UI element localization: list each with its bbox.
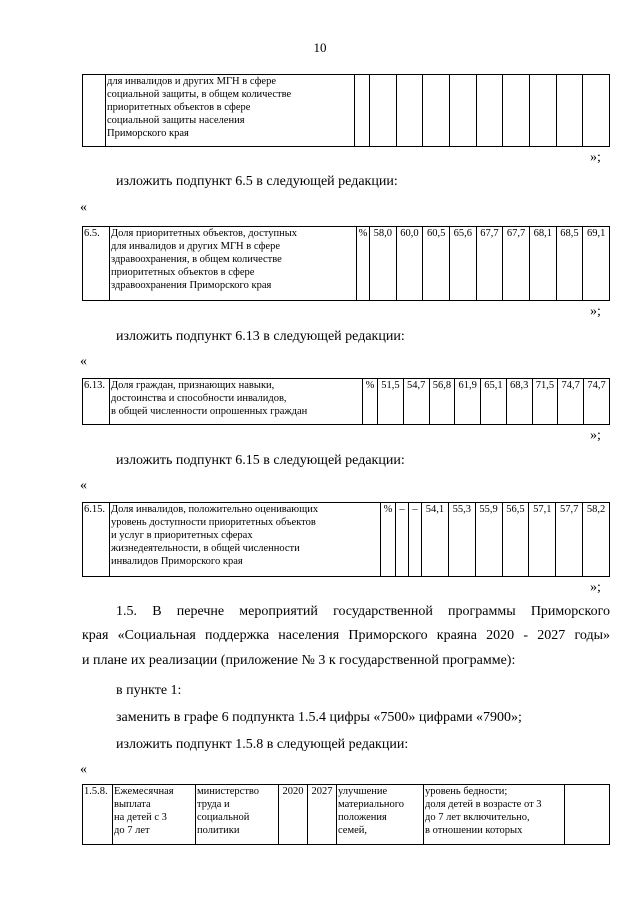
value-cell: 57,7 [556, 503, 583, 577]
year-end: 2027 [308, 785, 337, 845]
value-cell: 54,7 [403, 379, 429, 425]
measure-name: Ежемесячная выплата на детей с 3 до 7 лет [113, 785, 196, 845]
value-cell: – [396, 503, 409, 577]
value-cell: 65,6 [449, 227, 476, 301]
table-1-5-8 [82, 784, 610, 845]
close-quote: »; [590, 304, 601, 319]
row-number: 6.5. [83, 227, 110, 301]
indicator-name: для инвалидов и других МГН в сфере социальной защиты, в общем количестве приоритетных объектов в сфере социальной защиты населения Приморского края [106, 75, 355, 147]
page-number: 10 [313, 40, 327, 55]
close-quote: »; [590, 428, 601, 443]
value-cell: 56,8 [429, 379, 455, 425]
unit: % [357, 227, 370, 301]
value-cell: 57,1 [529, 503, 556, 577]
open-quote: « [80, 762, 87, 777]
value-cell: 74,7 [584, 379, 610, 425]
open-quote: « [80, 200, 87, 215]
value-cell: – [409, 503, 422, 577]
instruction-6-15: изложить подпункт 6.15 в следующей редакции: [116, 453, 405, 468]
value-cell: 69,1 [583, 227, 610, 301]
value-cell: 58,2 [583, 503, 610, 577]
close-quote: »; [590, 580, 601, 595]
table-top-continuation [82, 74, 610, 147]
value-cell: 74,7 [558, 379, 584, 425]
indicator-name: Доля граждан, признающих навыки, достоинства и способности инвалидов, в общей численности опрошенных граждан [110, 379, 363, 425]
row-number: 6.15. [83, 503, 110, 577]
table-6-15 [82, 502, 610, 577]
value-cell: 67,7 [503, 227, 530, 301]
value-cell: 68,5 [556, 227, 583, 301]
paragraph-1-5-line2: края «Социальная поддержка населения Приморского краяна 2020 - 2027 годы» [82, 628, 610, 643]
close-quote: »; [590, 150, 601, 165]
unit: % [381, 503, 396, 577]
instruction-6-5: изложить подпункт 6.5 в следующей редакции: [116, 174, 398, 189]
value-cell: 60,5 [423, 227, 450, 301]
value-cell: 71,5 [532, 379, 558, 425]
executor: министерство труда и социальной политики [196, 785, 279, 845]
expected-result: улучшение материального положения семей, [337, 785, 424, 845]
value-cell: 58,0 [370, 227, 397, 301]
row-number: 6.13. [83, 379, 110, 425]
value-cell: 60,0 [396, 227, 423, 301]
paragraph-1-5-line1: 1.5. В перечне мероприятий государственной программы Приморского [116, 604, 610, 619]
indicator-link: уровень бедности; доля детей в возрасте от 3 до 7 лет включительно, в отношении которых [424, 785, 565, 845]
paragraph-1-5-line3: и плане их реализации (приложение № 3 к государственной программе): [82, 653, 516, 668]
value-cell: 51,5 [378, 379, 404, 425]
value-cell: 61,9 [455, 379, 481, 425]
value-cell: 54,1 [422, 503, 449, 577]
unit: % [363, 379, 378, 425]
in-point-1: в пункте 1: [116, 683, 182, 698]
table-6-13 [82, 378, 610, 425]
value-cell: 55,3 [448, 503, 475, 577]
replace-instruction: заменить в графе 6 подпункта 1.5.4 цифры «7500» цифрами «7900»; [116, 710, 522, 725]
indicator-name: Доля инвалидов, положительно оценивающих уровень доступности приоритетных объектов и услуг в приоритетных сферах жизнедеятельности, в общей численности инвалидов Приморского края [110, 503, 381, 577]
open-quote: « [80, 478, 87, 493]
instruction-1-5-8: изложить подпункт 1.5.8 в следующей редакции: [116, 737, 409, 752]
value-cell: 65,1 [481, 379, 507, 425]
open-quote: « [80, 354, 87, 369]
value-cell: 68,3 [506, 379, 532, 425]
indicator-name: Доля приоритетных объектов, доступных для инвалидов и других МГН в сфере здравоохранения, в общем количестве приоритетных объектов в сфере здравоохранения Приморского края [110, 227, 357, 301]
table-6-5 [82, 226, 610, 301]
row-number: 1.5.8. [83, 785, 113, 845]
value-cell: 68,1 [529, 227, 556, 301]
year-start: 2020 [279, 785, 308, 845]
value-cell: 67,7 [476, 227, 503, 301]
value-cell: 56,5 [502, 503, 529, 577]
value-cell: 55,9 [475, 503, 502, 577]
instruction-6-13: изложить подпункт 6.13 в следующей редакции: [116, 329, 405, 344]
